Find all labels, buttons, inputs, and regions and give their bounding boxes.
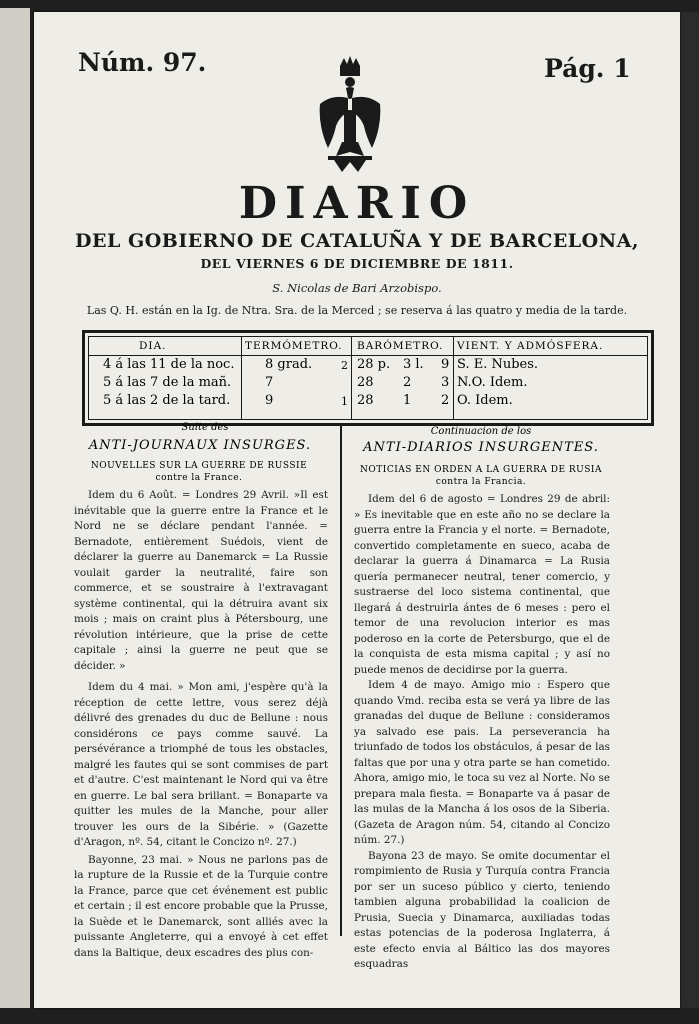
left-column-subhead: NOUVELLES SUR LA GUERRE DE RUSSIE contre la France. [90,461,308,483]
row-viento: O. Idem. [457,393,513,408]
eagle-crest-icon [314,56,386,176]
header-dia: DIA. [139,340,167,352]
right-page-edge [680,12,699,1008]
header-termometro: TERMÓMETRO. [245,340,343,352]
row-baro-c: 2 [441,393,450,408]
issue-number: Núm. 97. [78,48,207,77]
issue-date: DEL VIERNES 6 DE DICIEMBRE DE 1811. [200,256,514,271]
row-viento: S. E. Nubes. [457,357,539,372]
right-paragraph: Idem 4 de mayo. Amigo mio : Espero que quando Vmd. reciba esta se verá ya libre de las granadas del duque de Bellune : consideramos ya salvado ese pais. La perseverancia ha triunfado de todos los obstáculos, á pesar de las faltas que por una y otra parte se han cometido. Ahora, amigo mio, le toca su vez al Norte. No se prepara mala fiesta. = Bonaparte va á pasar de las mulas de la Mancha á los osos de la Siberia. (Gazeta de Aragon núm. 54, citando al Concizo núm. 27.) [354,679,610,846]
right-column-subhead: NOTICIAS EN ORDEN A LA GUERRA DE RUSIA contra la Francia. [360,465,602,487]
left-paragraph: Idem du 4 mai. » Mon ami, j'espère qu'à la réception de cette lettre, vous serez déjà délivré des grenades du duc de Bellune : nous considérons ce pays comme sauvé. La persévérance a triomphé de tous les obstacles, malgré les fautes qui se sont commises de part et d'autre. C'est maintenant le Nord qui va être en guerre. Le bal sera brillant. = Bonaparte va quitter les mules de la Manche, pour aller trouver les ours de la Sibérie. » (Gazette d'Aragon, nº. 54, citant le Concizo nº. 27.) [74,681,328,848]
right-suite-label: Continuacion de los [430,426,532,437]
row-grad: 8 grad. [265,357,313,372]
header-viento: VIENT. Y ADMÓSFERA. [457,340,604,352]
weather-table [82,330,654,426]
saint-of-day: S. Nicolas de Bari Arzobispo. [272,281,442,295]
row-dia: 5 á las 7 de la mañ. [103,375,232,390]
right-paragraph: Idem del 6 de agosto = Londres 29 de abril: » Es inevitable que en este año no se declare la guerra entre la Francia y el norte. = Bernadote, convertido completamente en sueco, acaba de declarar la guerra á Dinamarca = La Rusia quería permanecer neutral, tener comercio, y sustraerse del loco sistema continental, que llegará á destruirla ántes de 6 meses : pero el temor de una revolucion interior es mas poderoso en la corte de Petersburgo, que el de la conquista de esta misma capital ; y así no puede menos de decidirse por la guerra. [354,493,610,676]
church-notice: Las Q. H. están en la Ig. de Ntra. Sra. de la Merced ; se reserva á las quatro y media de la tarde. [86,304,628,317]
left-column-body [74,488,328,959]
row-baro-c: 9 [441,357,450,372]
column-divider [340,424,342,936]
row-grad: 9 [265,393,274,408]
row-baro-b: 1 [403,393,412,408]
row-frac: 2 [341,359,348,372]
row-baro-c: 3 [441,375,450,390]
header-barometro: BARÓMETRO. [357,340,444,352]
row-baro-b: 2 [403,375,412,390]
newspaper-page [34,12,680,1008]
right-column-heading: ANTI-DIARIOS INSURGENTES. [363,440,599,455]
row-baro-a: 28 [357,375,374,390]
left-suite-label: Suite des [181,422,229,433]
masthead-title: DIARIO [238,178,476,229]
row-baro-b: 3 l. [403,357,424,372]
left-column-heading: ANTI-JOURNAUX INSURGES. [88,438,312,453]
row-grad: 7 [265,375,274,390]
masthead-subtitle: DEL GOBIERNO DE CATALUÑA Y DE BARCELONA, [75,230,639,252]
row-viento: N.O. Idem. [457,375,528,390]
left-page-edge [0,8,30,1008]
left-paragraph: Idem du 6 Août. = Londres 29 Avril. »Il est inévitable que la guerre entre la France et le Nord ne se déclare pendant l'année. = Bernadote, entièrement Suédois, vient de déclarer la guerre au Danemarck = La Russie voulait garder la neutralité, faire son commerce, et se soustraire à l'extravagant système continental, qui la détruira avant six mois ; mais on craint plus à Pétersbourg, une révolution intérieure, que la prise de cette capitale ; ainsi la guerre ne peut que se décider. » [74,489,328,672]
page-number: Pág. 1 [544,54,631,83]
left-paragraph: Bayonne, 23 mai. » Nous ne parlons pas de la rupture de la Russie et de la Turquie contre la France, parce que cet événement est public et certain ; il est encore probable que la Prusse, la Suède et le Danemarck, sont alliés avec la puissante Angleterre, qui a envoyé à cet effet dans la Baltique, deux escadres des plus con- [74,853,328,959]
row-frac: 1 [341,395,348,408]
row-baro-a: 28 p. [357,357,391,372]
right-column-body [354,492,610,970]
row-dia: 5 á las 2 de la tard. [103,393,231,408]
row-dia: 4 á las 11 de la noc. [103,357,235,372]
row-baro-a: 28 [357,393,374,408]
right-paragraph: Bayona 23 de mayo. Se omite documentar el rompimiento de Rusia y Turquía contra Francia por ser un suceso público y cierto, teniendo tambien alguna probabilidad la coalicion de Prusia, Suecia y Dinamarca, auxiliadas todas estas potencias de la poderosa Inglaterra, á este efecto envia al Báltico las dos mayores esquadras [354,849,610,970]
